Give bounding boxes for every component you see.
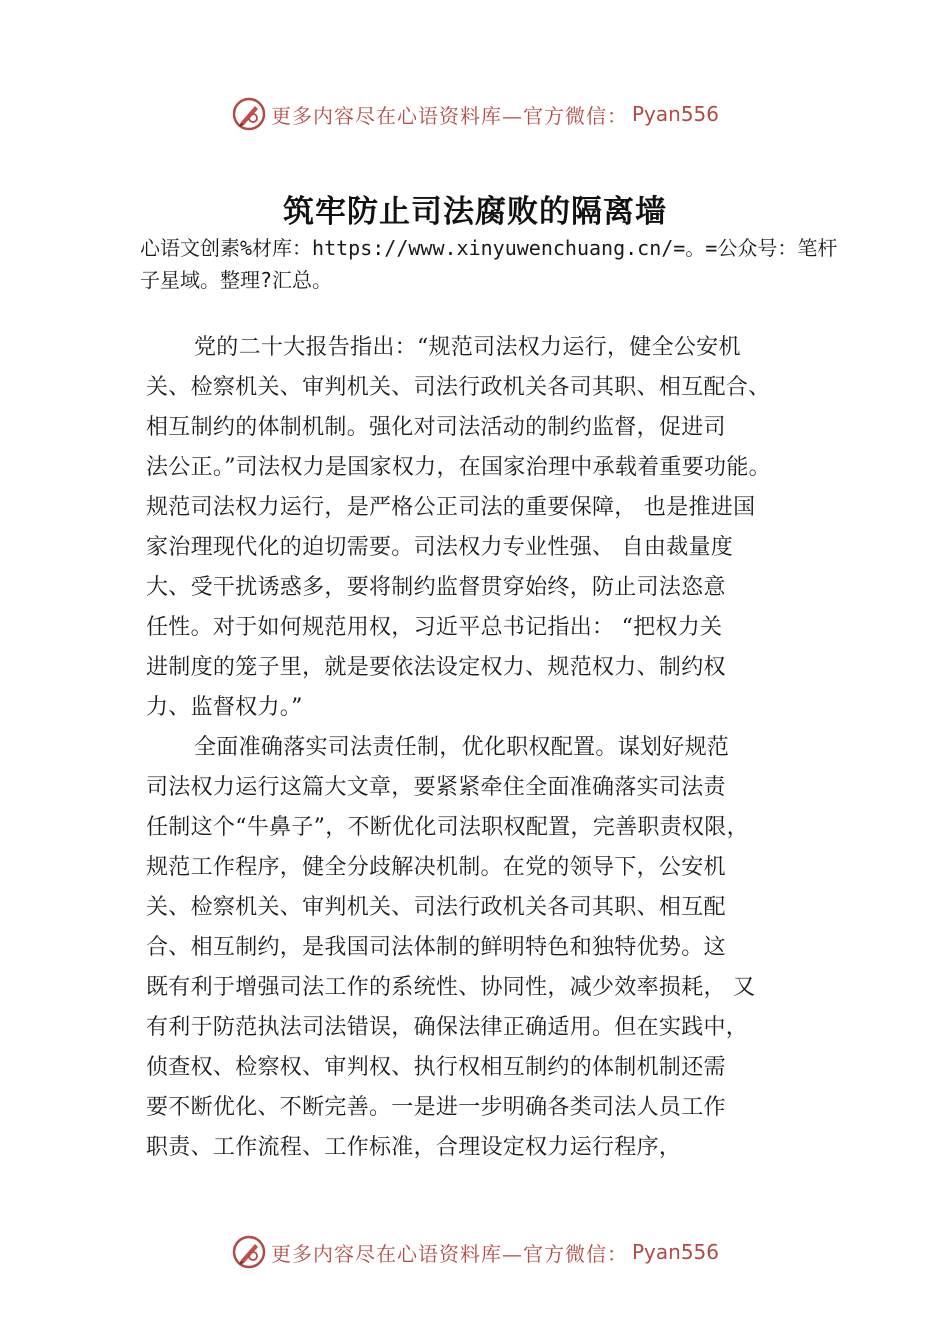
footer-banner: [0, 1232, 950, 1272]
body-line: 规范工作程序，健全分歧解决机制。在党的领导下，公安机: [146, 855, 726, 880]
body-line: 职责、工作流程、工作标准，合理设定权力运行程序，: [146, 1135, 682, 1160]
body-line: 党的二十大报告指出：“规范司法权力运行，健全公安机: [194, 335, 741, 360]
pen-logo-icon: [231, 96, 267, 132]
banner-text: 更多内容尽在心语资料库—官方微信：: [270, 1241, 628, 1266]
body-line: 既有利于增强司法工作的系统性、协同性，减少效率损耗， 又: [146, 975, 756, 1000]
header-banner: [0, 94, 950, 134]
body-line: 法公正。”司法权力是国家权力，在国家治理中承载着重要功能。: [146, 455, 771, 480]
document-title: 筑牢防止司法腐败的隔离墙: [283, 194, 667, 230]
body-line: 有利于防范执法司法错误，确保法律正确适用。但在实践中，: [146, 1015, 749, 1040]
source-line: 心语文创素%材库：https://www.xinyuwenchuang.cn/=。=公众号：笔杆子星域。整理?汇总。: [140, 236, 838, 292]
body-line: 合、相互制约，是我国司法体制的鲜明特色和独特优势。这: [146, 935, 726, 960]
body-line: 家治理现代化的迫切需要。司法权力专业性强、 自由裁量度: [146, 535, 734, 560]
body-line: 进制度的笼子里，就是要依法设定权力、规范权力、制约权: [146, 655, 726, 680]
body-line: 规范司法权力运行，是严格公正司法的重要保障， 也是推进国: [146, 495, 756, 520]
body-line: 全面准确落实司法责任制，优化职权配置。谋划好规范: [194, 735, 730, 760]
body-line: 侦查权、检察权、审判权、执行权相互制约的体制机制还需: [146, 1055, 726, 1080]
document-body: [146, 328, 826, 1168]
body-line: 关、检察机关、审判机关、司法行政机关各司其职、相互配合、: [146, 375, 771, 400]
banner-wechat-id: Pyan556: [631, 1240, 719, 1264]
body-line: 司法权力运行这篇大文章，要紧紧牵住全面准确落实司法责: [146, 775, 726, 800]
body-line: 大、受干扰诱惑多，要将制约监督贯穿始终，防止司法恣意: [146, 575, 726, 600]
banner-wechat-id: Pyan556: [631, 102, 719, 126]
pen-logo-icon: [231, 1234, 267, 1270]
body-line: 任制这个“牛鼻子”，不断优化司法职权配置，完善职责权限，: [146, 815, 749, 840]
body-line: 任性。对于如何规范用权，习近平总书记指出： “把权力关: [146, 615, 723, 640]
body-line: 力、监督权力。”: [146, 695, 303, 720]
banner-text: 更多内容尽在心语资料库—官方微信：: [270, 103, 628, 128]
body-line: 要不断优化、不断完善。一是进一步明确各类司法人员工作: [146, 1095, 726, 1120]
body-line: 关、检察机关、审判机关、司法行政机关各司其职、相互配: [146, 895, 726, 920]
body-line: 相互制约的体制机制。强化对司法活动的制约监督，促进司: [146, 415, 726, 440]
